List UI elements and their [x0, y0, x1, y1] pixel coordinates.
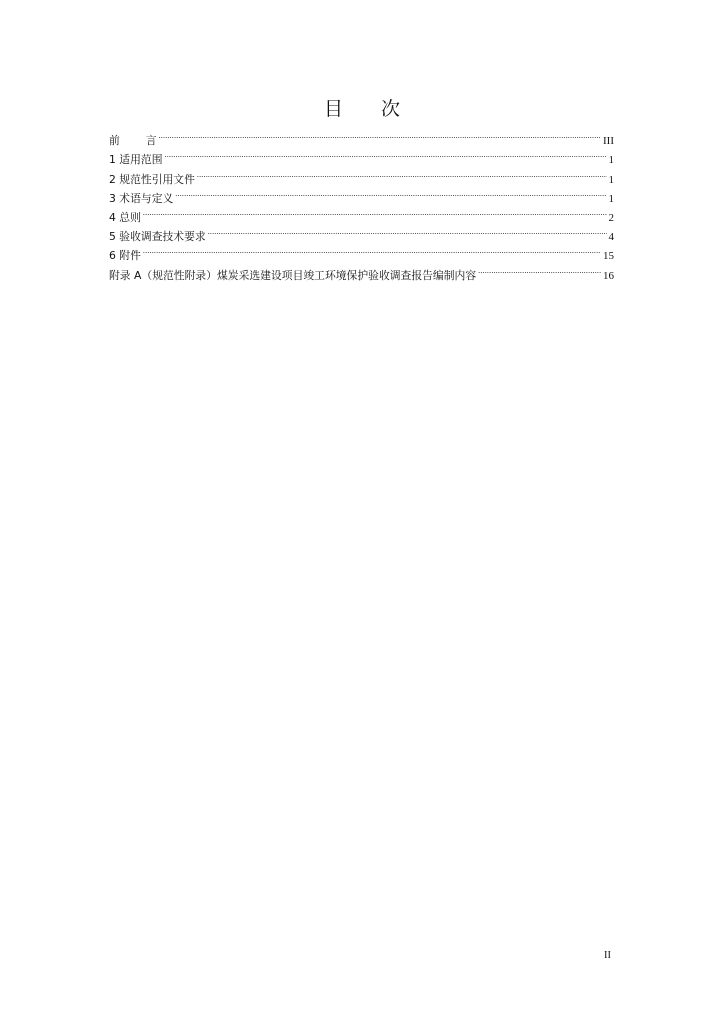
toc-entry-attachments[interactable]: [109, 240, 614, 263]
toc-entry-label: 1 适用范围: [109, 153, 163, 167]
toc-dot-leader: [208, 221, 607, 240]
toc-entry-page: 1: [608, 154, 614, 167]
toc-entry-label: 4 总则: [109, 210, 141, 224]
toc-entry-label: 5 验收调查技术要求: [109, 230, 206, 244]
toc-entry-label: 3 术语与定义: [109, 191, 174, 205]
toc-dot-leader: [143, 202, 607, 221]
toc-dot-leader: [165, 144, 607, 163]
toc-title: [0, 94, 724, 121]
footer-page-number: II: [604, 950, 611, 961]
toc-entry-appendix-a[interactable]: [109, 259, 614, 282]
toc-entry-page: 15: [603, 250, 614, 263]
toc-entry-label: 6 附件: [109, 249, 141, 263]
toc-entry-normative-references[interactable]: [109, 163, 614, 186]
toc-dot-leader: [478, 259, 601, 278]
toc-entry-technical-requirements[interactable]: [109, 221, 614, 244]
toc-dot-leader: [175, 183, 606, 202]
toc-dot-leader: [159, 125, 601, 144]
toc-list: [109, 125, 614, 282]
toc-entry-page: 16: [603, 269, 614, 282]
toc-dot-leader: [197, 163, 607, 182]
toc-entry-page: 2: [608, 211, 614, 224]
toc-entry-page: 1: [608, 192, 614, 205]
toc-entry-terms-definitions[interactable]: [109, 183, 614, 205]
toc-entry-page: 1: [608, 173, 614, 186]
toc-entry-foreword[interactable]: [109, 125, 614, 148]
toc-dot-leader: [143, 240, 601, 259]
toc-entry-general-provisions[interactable]: [109, 202, 614, 224]
toc-entry-label: 前 言: [109, 134, 157, 148]
toc-entry-label: 附录 A（规范性附录）煤炭采选建设项目竣工环境保护验收调查报告编制内容: [109, 268, 477, 282]
toc-entry-label: 2 规范性引用文件: [109, 172, 195, 186]
toc-title-char-1: 目: [323, 98, 343, 120]
toc-entry-scope[interactable]: [109, 144, 614, 167]
toc-title-char-2: 次: [381, 98, 401, 120]
toc-entry-page: III: [603, 135, 614, 148]
toc-entry-page: 4: [608, 231, 614, 244]
